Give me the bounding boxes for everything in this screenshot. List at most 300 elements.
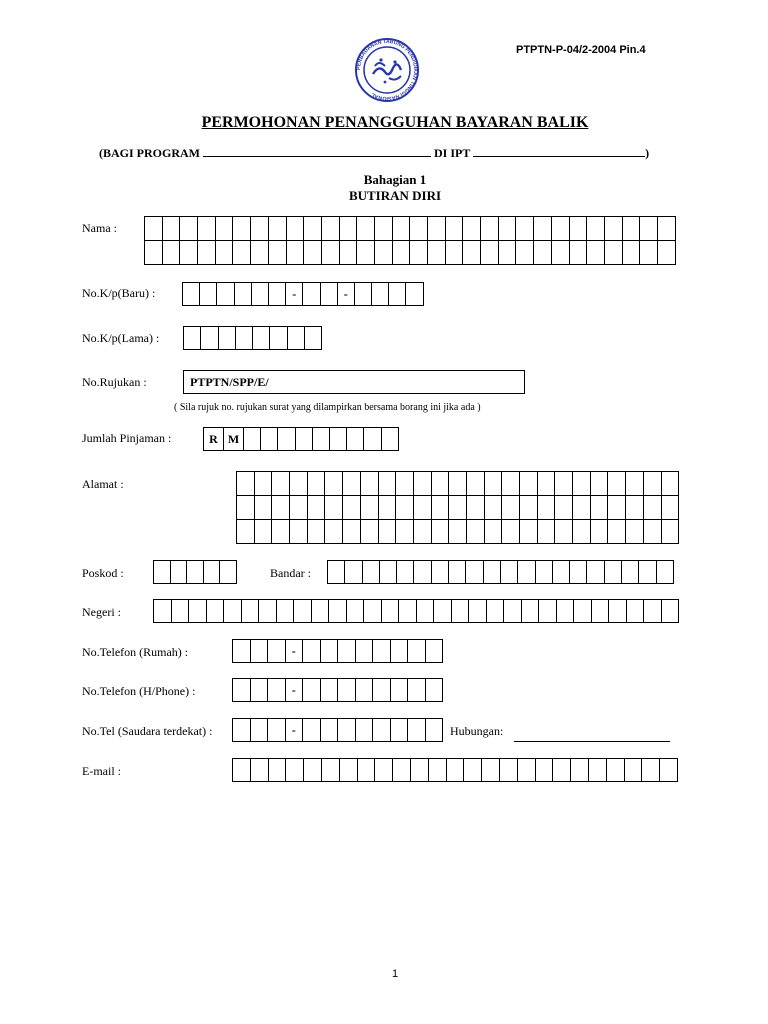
nama-char-box[interactable] bbox=[657, 241, 675, 265]
negeri-char-box[interactable] bbox=[521, 600, 539, 623]
alamat-char-box[interactable] bbox=[502, 472, 520, 496]
nama-char-box[interactable] bbox=[304, 217, 322, 241]
nama-char-box[interactable] bbox=[268, 217, 286, 241]
tel-saudara-digit-box[interactable] bbox=[303, 719, 321, 742]
negeri-char-box[interactable] bbox=[329, 600, 347, 623]
alamat-char-box[interactable] bbox=[573, 520, 591, 544]
nokp-baru-char-box[interactable] bbox=[200, 283, 217, 306]
email-char-box[interactable] bbox=[446, 759, 464, 782]
nama-char-box[interactable] bbox=[162, 241, 180, 265]
nama-char-box[interactable] bbox=[374, 241, 392, 265]
pinjaman-digit-box[interactable] bbox=[244, 428, 261, 451]
alamat-char-box[interactable] bbox=[484, 472, 502, 496]
alamat-char-box[interactable] bbox=[360, 520, 378, 544]
tel-rumah-digit-box[interactable] bbox=[425, 640, 443, 663]
tel-saudara-digit-box[interactable] bbox=[355, 719, 373, 742]
negeri-char-box[interactable] bbox=[224, 600, 242, 623]
poskod-digit-box[interactable] bbox=[203, 561, 220, 584]
nama-char-box[interactable] bbox=[569, 241, 587, 265]
ipt-blank[interactable] bbox=[473, 144, 645, 157]
nama-char-box[interactable] bbox=[180, 217, 198, 241]
pinjaman-digit-box[interactable] bbox=[347, 428, 364, 451]
alamat-char-box[interactable] bbox=[537, 496, 555, 520]
nama-char-box[interactable] bbox=[145, 241, 163, 265]
negeri-char-box[interactable] bbox=[504, 600, 522, 623]
email-char-box[interactable] bbox=[660, 759, 678, 782]
nama-char-box[interactable] bbox=[286, 241, 304, 265]
rujukan-field[interactable] bbox=[183, 370, 525, 394]
tel-saudara-digit-box[interactable] bbox=[250, 719, 268, 742]
poskod-digit-box[interactable] bbox=[220, 561, 237, 584]
tel-rumah-digit-box[interactable] bbox=[373, 640, 391, 663]
nama-char-box[interactable] bbox=[374, 217, 392, 241]
alamat-char-box[interactable] bbox=[378, 496, 396, 520]
negeri-char-box[interactable] bbox=[399, 600, 417, 623]
alamat-char-box[interactable] bbox=[290, 472, 308, 496]
bandar-char-box[interactable] bbox=[622, 561, 639, 584]
tel-saudara-digit-box[interactable] bbox=[390, 719, 408, 742]
nokp-lama-char-box[interactable] bbox=[184, 327, 201, 350]
alamat-char-box[interactable] bbox=[608, 520, 626, 544]
email-char-box[interactable] bbox=[606, 759, 624, 782]
nokp-baru-label: No.K/p(Baru) : bbox=[82, 286, 156, 300]
tel-rumah-digit-box[interactable] bbox=[250, 640, 268, 663]
nama-char-box[interactable] bbox=[198, 217, 216, 241]
bandar-grid[interactable] bbox=[327, 560, 674, 584]
nama-char-box[interactable] bbox=[304, 241, 322, 265]
alamat-char-box[interactable] bbox=[537, 472, 555, 496]
tel-hp-digit-box[interactable] bbox=[338, 679, 356, 702]
alamat-char-box[interactable] bbox=[237, 520, 255, 544]
alamat-char-box[interactable] bbox=[643, 472, 661, 496]
tel-hp-grid[interactable] bbox=[232, 678, 443, 702]
nokp-baru-char-box[interactable] bbox=[217, 283, 234, 306]
alamat-char-box[interactable] bbox=[484, 520, 502, 544]
alamat-char-box[interactable] bbox=[360, 496, 378, 520]
grid-row bbox=[145, 217, 676, 241]
nama-char-box[interactable] bbox=[587, 217, 605, 241]
email-char-box[interactable] bbox=[428, 759, 446, 782]
bandar-char-box[interactable] bbox=[345, 561, 362, 584]
nokp-lama-char-box[interactable] bbox=[235, 327, 252, 350]
grid-row bbox=[183, 283, 424, 306]
bandar-char-box[interactable] bbox=[431, 561, 448, 584]
alamat-char-box[interactable] bbox=[237, 496, 255, 520]
alamat-char-box[interactable] bbox=[520, 520, 538, 544]
alamat-char-box[interactable] bbox=[643, 496, 661, 520]
email-char-box[interactable] bbox=[535, 759, 553, 782]
bandar-char-box[interactable] bbox=[483, 561, 500, 584]
nokp-lama-char-box[interactable] bbox=[201, 327, 218, 350]
nama-char-box[interactable] bbox=[428, 241, 446, 265]
alamat-char-box[interactable] bbox=[272, 496, 290, 520]
bandar-char-box[interactable] bbox=[414, 561, 431, 584]
nama-char-box[interactable] bbox=[233, 241, 251, 265]
negeri-char-box[interactable] bbox=[609, 600, 627, 623]
nama-char-box[interactable] bbox=[268, 241, 286, 265]
bandar-char-box[interactable] bbox=[535, 561, 552, 584]
negeri-char-box[interactable] bbox=[644, 600, 662, 623]
nama-char-box[interactable] bbox=[321, 217, 339, 241]
nama-char-box[interactable] bbox=[551, 241, 569, 265]
nokp-lama-grid[interactable] bbox=[183, 326, 322, 350]
negeri-char-box[interactable] bbox=[661, 600, 679, 623]
tel-hp-digit-box[interactable] bbox=[355, 679, 373, 702]
nokp-baru-char-box[interactable] bbox=[320, 283, 337, 306]
tel-hp-digit-box[interactable] bbox=[268, 679, 286, 702]
nama-char-box[interactable] bbox=[481, 241, 499, 265]
alamat-char-box[interactable] bbox=[573, 472, 591, 496]
email-char-box[interactable] bbox=[464, 759, 482, 782]
nama-char-box[interactable] bbox=[162, 217, 180, 241]
hubungan-line[interactable] bbox=[514, 741, 670, 742]
nama-char-box[interactable] bbox=[445, 241, 463, 265]
nama-grid[interactable] bbox=[144, 216, 676, 265]
negeri-char-box[interactable] bbox=[259, 600, 277, 623]
alamat-char-box[interactable] bbox=[661, 496, 679, 520]
alamat-char-box[interactable] bbox=[272, 472, 290, 496]
nama-char-box[interactable] bbox=[392, 241, 410, 265]
alamat-char-box[interactable] bbox=[378, 520, 396, 544]
pinjaman-digit-box[interactable] bbox=[278, 428, 295, 451]
bandar-char-box[interactable] bbox=[656, 561, 673, 584]
tel-hp-digit-box[interactable] bbox=[408, 679, 426, 702]
alamat-char-box[interactable] bbox=[520, 472, 538, 496]
alamat-char-box[interactable] bbox=[307, 496, 325, 520]
nama-char-box[interactable] bbox=[463, 217, 481, 241]
alamat-char-box[interactable] bbox=[378, 472, 396, 496]
alamat-char-box[interactable] bbox=[413, 520, 431, 544]
alamat-grid[interactable] bbox=[236, 471, 679, 544]
nokp-baru-char-box[interactable] bbox=[406, 283, 423, 306]
alamat-char-box[interactable] bbox=[396, 520, 414, 544]
nokp-baru-grid[interactable] bbox=[182, 282, 424, 306]
negeri-char-box[interactable] bbox=[381, 600, 399, 623]
nokp-baru-char-box[interactable] bbox=[234, 283, 251, 306]
nokp-lama-char-box[interactable] bbox=[270, 327, 287, 350]
alamat-char-box[interactable] bbox=[272, 520, 290, 544]
alamat-char-box[interactable] bbox=[608, 472, 626, 496]
alamat-char-box[interactable] bbox=[449, 520, 467, 544]
negeri-char-box[interactable] bbox=[346, 600, 364, 623]
tel-saudara-digit-box[interactable] bbox=[233, 719, 251, 742]
email-grid[interactable] bbox=[232, 758, 678, 782]
bandar-char-box[interactable] bbox=[639, 561, 656, 584]
nama-char-box[interactable] bbox=[286, 217, 304, 241]
negeri-char-box[interactable] bbox=[626, 600, 644, 623]
alamat-char-box[interactable] bbox=[343, 472, 361, 496]
nama-char-box[interactable] bbox=[604, 217, 622, 241]
bandar-char-box[interactable] bbox=[604, 561, 621, 584]
nokp-baru-char-box[interactable] bbox=[251, 283, 268, 306]
alamat-char-box[interactable] bbox=[626, 496, 644, 520]
alamat-char-box[interactable] bbox=[413, 496, 431, 520]
negeri-char-box[interactable] bbox=[539, 600, 557, 623]
alamat-char-box[interactable] bbox=[449, 496, 467, 520]
bandar-char-box[interactable] bbox=[362, 561, 379, 584]
email-char-box[interactable] bbox=[410, 759, 428, 782]
nokp-lama-char-box[interactable] bbox=[218, 327, 235, 350]
nama-char-box[interactable] bbox=[498, 241, 516, 265]
nama-char-box[interactable] bbox=[233, 217, 251, 241]
email-char-box[interactable] bbox=[588, 759, 606, 782]
nama-char-box[interactable] bbox=[198, 241, 216, 265]
email-char-box[interactable] bbox=[286, 759, 304, 782]
nokp-lama-char-box[interactable] bbox=[305, 327, 322, 350]
nama-char-box[interactable] bbox=[428, 217, 446, 241]
poskod-grid[interactable] bbox=[153, 560, 237, 584]
negeri-char-box[interactable] bbox=[591, 600, 609, 623]
bandar-char-box[interactable] bbox=[500, 561, 517, 584]
negeri-char-box[interactable] bbox=[276, 600, 294, 623]
tel-saudara-digit-box[interactable] bbox=[338, 719, 356, 742]
nama-char-box[interactable] bbox=[604, 241, 622, 265]
tel-rumah-digit-box[interactable] bbox=[268, 640, 286, 663]
tel-rumah-digit-box[interactable] bbox=[303, 640, 321, 663]
email-char-box[interactable] bbox=[642, 759, 660, 782]
alamat-char-box[interactable] bbox=[573, 496, 591, 520]
bandar-char-box[interactable] bbox=[379, 561, 396, 584]
email-char-box[interactable] bbox=[393, 759, 411, 782]
email-char-box[interactable] bbox=[357, 759, 375, 782]
bandar-char-box[interactable] bbox=[552, 561, 569, 584]
alamat-char-box[interactable] bbox=[254, 520, 272, 544]
nama-char-box[interactable] bbox=[410, 217, 428, 241]
alamat-char-box[interactable] bbox=[608, 496, 626, 520]
alamat-char-box[interactable] bbox=[431, 496, 449, 520]
nama-char-box[interactable] bbox=[357, 241, 375, 265]
tel-hp-digit-box[interactable] bbox=[233, 679, 251, 702]
negeri-char-box[interactable] bbox=[189, 600, 207, 623]
nama-char-box[interactable] bbox=[215, 217, 233, 241]
poskod-digit-box[interactable] bbox=[187, 561, 204, 584]
negeri-char-box[interactable] bbox=[469, 600, 487, 623]
alamat-char-box[interactable] bbox=[626, 472, 644, 496]
nokp-baru-char-box[interactable] bbox=[389, 283, 406, 306]
alamat-char-box[interactable] bbox=[343, 496, 361, 520]
tel-rumah-digit-box[interactable] bbox=[390, 640, 408, 663]
tel-saudara-digit-box[interactable] bbox=[425, 719, 443, 742]
nokp-baru-char-box[interactable] bbox=[268, 283, 285, 306]
nama-char-box[interactable] bbox=[145, 217, 163, 241]
nama-char-box[interactable] bbox=[445, 217, 463, 241]
bandar-char-box[interactable] bbox=[570, 561, 587, 584]
alamat-char-box[interactable] bbox=[643, 520, 661, 544]
nokp-baru-char-box[interactable] bbox=[303, 283, 320, 306]
alamat-char-box[interactable] bbox=[555, 520, 573, 544]
tel-rumah-grid[interactable] bbox=[232, 639, 443, 663]
alamat-char-box[interactable] bbox=[537, 520, 555, 544]
negeri-char-box[interactable] bbox=[311, 600, 329, 623]
nokp-baru-char-box[interactable] bbox=[354, 283, 371, 306]
section-label: Bahagian 1 bbox=[363, 172, 427, 187]
tel-rumah-digit-box[interactable] bbox=[320, 640, 338, 663]
tel-saudara-digit-box[interactable] bbox=[373, 719, 391, 742]
alamat-char-box[interactable] bbox=[254, 472, 272, 496]
pinjaman-grid[interactable] bbox=[203, 427, 399, 451]
email-char-box[interactable] bbox=[571, 759, 589, 782]
tel-rumah-digit-box[interactable] bbox=[338, 640, 356, 663]
nama-char-box[interactable] bbox=[640, 217, 658, 241]
tel-hp-digit-box[interactable] bbox=[320, 679, 338, 702]
tel-rumah-digit-box[interactable] bbox=[355, 640, 373, 663]
email-char-box[interactable] bbox=[233, 759, 251, 782]
bandar-char-box[interactable] bbox=[587, 561, 604, 584]
negeri-char-box[interactable] bbox=[171, 600, 189, 623]
nama-char-box[interactable] bbox=[481, 217, 499, 241]
tel-saudara-digit-box[interactable] bbox=[268, 719, 286, 742]
bandar-char-box[interactable] bbox=[449, 561, 466, 584]
negeri-char-box[interactable] bbox=[154, 600, 172, 623]
alamat-char-box[interactable] bbox=[254, 496, 272, 520]
alamat-char-box[interactable] bbox=[396, 496, 414, 520]
nama-char-box[interactable] bbox=[569, 217, 587, 241]
tel-saudara-digit-box[interactable] bbox=[320, 719, 338, 742]
alamat-char-box[interactable] bbox=[590, 472, 608, 496]
email-char-box[interactable] bbox=[517, 759, 535, 782]
bandar-char-box[interactable] bbox=[328, 561, 345, 584]
negeri-char-box[interactable] bbox=[486, 600, 504, 623]
negeri-char-box[interactable] bbox=[416, 600, 434, 623]
nama-char-box[interactable] bbox=[516, 241, 534, 265]
negeri-char-box[interactable] bbox=[574, 600, 592, 623]
bandar-char-box[interactable] bbox=[466, 561, 483, 584]
nama-char-box[interactable] bbox=[498, 217, 516, 241]
grid-row bbox=[237, 520, 679, 544]
alamat-char-box[interactable] bbox=[466, 520, 484, 544]
negeri-char-box[interactable] bbox=[556, 600, 574, 623]
alamat-char-box[interactable] bbox=[431, 520, 449, 544]
nokp-baru-char-box[interactable] bbox=[183, 283, 200, 306]
pinjaman-digit-box[interactable] bbox=[329, 428, 346, 451]
alamat-char-box[interactable] bbox=[661, 520, 679, 544]
alamat-char-box[interactable] bbox=[307, 472, 325, 496]
alamat-char-box[interactable] bbox=[466, 472, 484, 496]
tel-rumah-digit-box[interactable] bbox=[408, 640, 426, 663]
email-char-box[interactable] bbox=[339, 759, 357, 782]
bandar-char-box[interactable] bbox=[397, 561, 414, 584]
pinjaman-digit-box[interactable] bbox=[312, 428, 329, 451]
negeri-char-box[interactable] bbox=[434, 600, 452, 623]
nama-char-box[interactable] bbox=[339, 217, 357, 241]
alamat-char-box[interactable] bbox=[237, 472, 255, 496]
tel-saudara-grid[interactable] bbox=[232, 718, 443, 742]
nama-char-box[interactable] bbox=[587, 241, 605, 265]
email-char-box[interactable] bbox=[499, 759, 517, 782]
alamat-char-box[interactable] bbox=[343, 520, 361, 544]
alamat-char-box[interactable] bbox=[449, 472, 467, 496]
email-char-box[interactable] bbox=[624, 759, 642, 782]
nama-char-box[interactable] bbox=[640, 241, 658, 265]
alamat-char-box[interactable] bbox=[290, 496, 308, 520]
pinjaman-digit-box[interactable] bbox=[295, 428, 312, 451]
nama-char-box[interactable] bbox=[463, 241, 481, 265]
alamat-char-box[interactable] bbox=[484, 496, 502, 520]
negeri-char-box[interactable] bbox=[294, 600, 312, 623]
alamat-char-box[interactable] bbox=[290, 520, 308, 544]
tel-saudara-digit-box[interactable] bbox=[408, 719, 426, 742]
email-char-box[interactable] bbox=[482, 759, 500, 782]
rujukan-label: No.Rujukan : bbox=[82, 375, 147, 389]
nama-char-box[interactable] bbox=[622, 241, 640, 265]
alamat-char-box[interactable] bbox=[325, 520, 343, 544]
nama-char-box[interactable] bbox=[251, 217, 269, 241]
alamat-char-box[interactable] bbox=[626, 520, 644, 544]
email-char-box[interactable] bbox=[250, 759, 268, 782]
negeri-char-box[interactable] bbox=[241, 600, 259, 623]
negeri-char-box[interactable] bbox=[364, 600, 382, 623]
negeri-grid[interactable] bbox=[153, 599, 679, 623]
email-char-box[interactable] bbox=[375, 759, 393, 782]
nama-char-box[interactable] bbox=[657, 217, 675, 241]
alamat-char-box[interactable] bbox=[307, 520, 325, 544]
pinjaman-digit-box[interactable] bbox=[364, 428, 381, 451]
alamat-char-box[interactable] bbox=[325, 496, 343, 520]
nama-char-box[interactable] bbox=[339, 241, 357, 265]
alamat-char-box[interactable] bbox=[466, 496, 484, 520]
tel-hp-digit-box[interactable] bbox=[390, 679, 408, 702]
nokp-lama-char-box[interactable] bbox=[253, 327, 270, 350]
program-blank[interactable] bbox=[203, 144, 431, 157]
pinjaman-digit-box[interactable] bbox=[381, 428, 398, 451]
nama-char-box[interactable] bbox=[251, 241, 269, 265]
nama-char-box[interactable] bbox=[534, 241, 552, 265]
negeri-char-box[interactable] bbox=[451, 600, 469, 623]
nama-char-box[interactable] bbox=[321, 241, 339, 265]
alamat-char-box[interactable] bbox=[502, 496, 520, 520]
tel-hp-digit-box[interactable] bbox=[425, 679, 443, 702]
poskod-digit-box[interactable] bbox=[170, 561, 187, 584]
email-char-box[interactable] bbox=[268, 759, 286, 782]
tel-hp-digit-box[interactable] bbox=[250, 679, 268, 702]
alamat-char-box[interactable] bbox=[413, 472, 431, 496]
nama-char-box[interactable] bbox=[534, 217, 552, 241]
nama-char-box[interactable] bbox=[410, 241, 428, 265]
nama-char-box[interactable] bbox=[392, 217, 410, 241]
poskod-digit-box[interactable] bbox=[154, 561, 171, 584]
nama-char-box[interactable] bbox=[622, 217, 640, 241]
nokp-lama-char-box[interactable] bbox=[287, 327, 304, 350]
negeri-char-box[interactable] bbox=[206, 600, 224, 623]
nama-char-box[interactable] bbox=[180, 241, 198, 265]
nama-char-box[interactable] bbox=[516, 217, 534, 241]
alamat-char-box[interactable] bbox=[590, 520, 608, 544]
email-char-box[interactable] bbox=[304, 759, 322, 782]
alamat-char-box[interactable] bbox=[502, 520, 520, 544]
alamat-char-box[interactable] bbox=[590, 496, 608, 520]
tel-hp-digit-box[interactable] bbox=[303, 679, 321, 702]
alamat-char-box[interactable] bbox=[555, 496, 573, 520]
alamat-char-box[interactable] bbox=[431, 472, 449, 496]
email-char-box[interactable] bbox=[553, 759, 571, 782]
tel-hp-digit-box[interactable] bbox=[373, 679, 391, 702]
alamat-char-box[interactable] bbox=[520, 496, 538, 520]
tel-rumah-digit-box[interactable] bbox=[233, 640, 251, 663]
alamat-char-box[interactable] bbox=[661, 472, 679, 496]
nama-char-box[interactable] bbox=[551, 217, 569, 241]
alamat-char-box[interactable] bbox=[396, 472, 414, 496]
bandar-label: Bandar : bbox=[270, 566, 311, 580]
nokp-baru-char-box[interactable] bbox=[372, 283, 389, 306]
nama-char-box[interactable] bbox=[215, 241, 233, 265]
alamat-char-box[interactable] bbox=[325, 472, 343, 496]
alamat-char-box[interactable] bbox=[360, 472, 378, 496]
pinjaman-digit-box[interactable] bbox=[261, 428, 278, 451]
email-char-box[interactable] bbox=[321, 759, 339, 782]
alamat-char-box[interactable] bbox=[555, 472, 573, 496]
bandar-char-box[interactable] bbox=[518, 561, 535, 584]
nama-char-box[interactable] bbox=[357, 217, 375, 241]
